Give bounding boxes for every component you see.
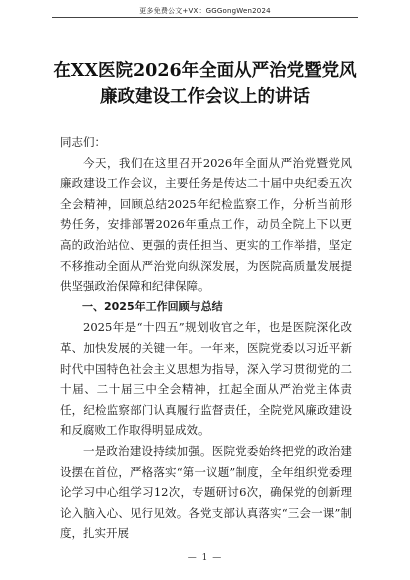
page-number: — 1 — [187, 553, 223, 563]
document-title [40, 58, 370, 110]
body-paragraph: 一是政治建设持续加强。医院党委始终把党的政治建设摆在首位，严格落实“第一议题”制度，全年组织党委理论学习中心组学习12次，专题研讨6次，确保党的创新理论入脑入心、见行见效。各党支部认真落实“三会一课”制度，扎实开展 [60, 443, 352, 541]
header-divider [52, 17, 358, 18]
document-body [60, 132, 352, 544]
salutation: 同志们： [60, 135, 106, 149]
section-heading: 一、2025年工作回顾与总结 [82, 299, 223, 313]
header-note: 更多免费公文+VX：GGGongWen2024 [139, 7, 271, 15]
title-line-1: 在XX医院2026年全面从严治党暨党风 [53, 61, 357, 81]
intro-paragraph: 今天，我们在这里召开2026年全面从严治党暨党风廉政建设工作会议，主要任务是传达二十届中央纪委五次全会精神，回顾总结2025年纪检监察工作，分析当前形势任务，安排部署2026年重点工作，动员全院上下以更高的政治站位、更强的责任担当、更实的工作举措，坚定不移推动全面从严治党向纵深发展，为医院高质量发展提供坚强政治保障和纪律保障。 [60, 155, 352, 294]
body-paragraph: 2025年是“十四五”规划收官之年，也是医院深化改革、加快发展的关键一年。一年来，医院党委以习近平新时代中国特色社会主义思想为指导，深入学习贯彻党的二十届、二十届三中全会精神，扛起全面从严治党主体责任，纪检监察部门认真履行监督责任，全院党风廉政建设和反腐败工作取得明显成效。 [60, 320, 352, 438]
title-line-2: 廉政建设工作会议上的讲话 [100, 87, 310, 107]
